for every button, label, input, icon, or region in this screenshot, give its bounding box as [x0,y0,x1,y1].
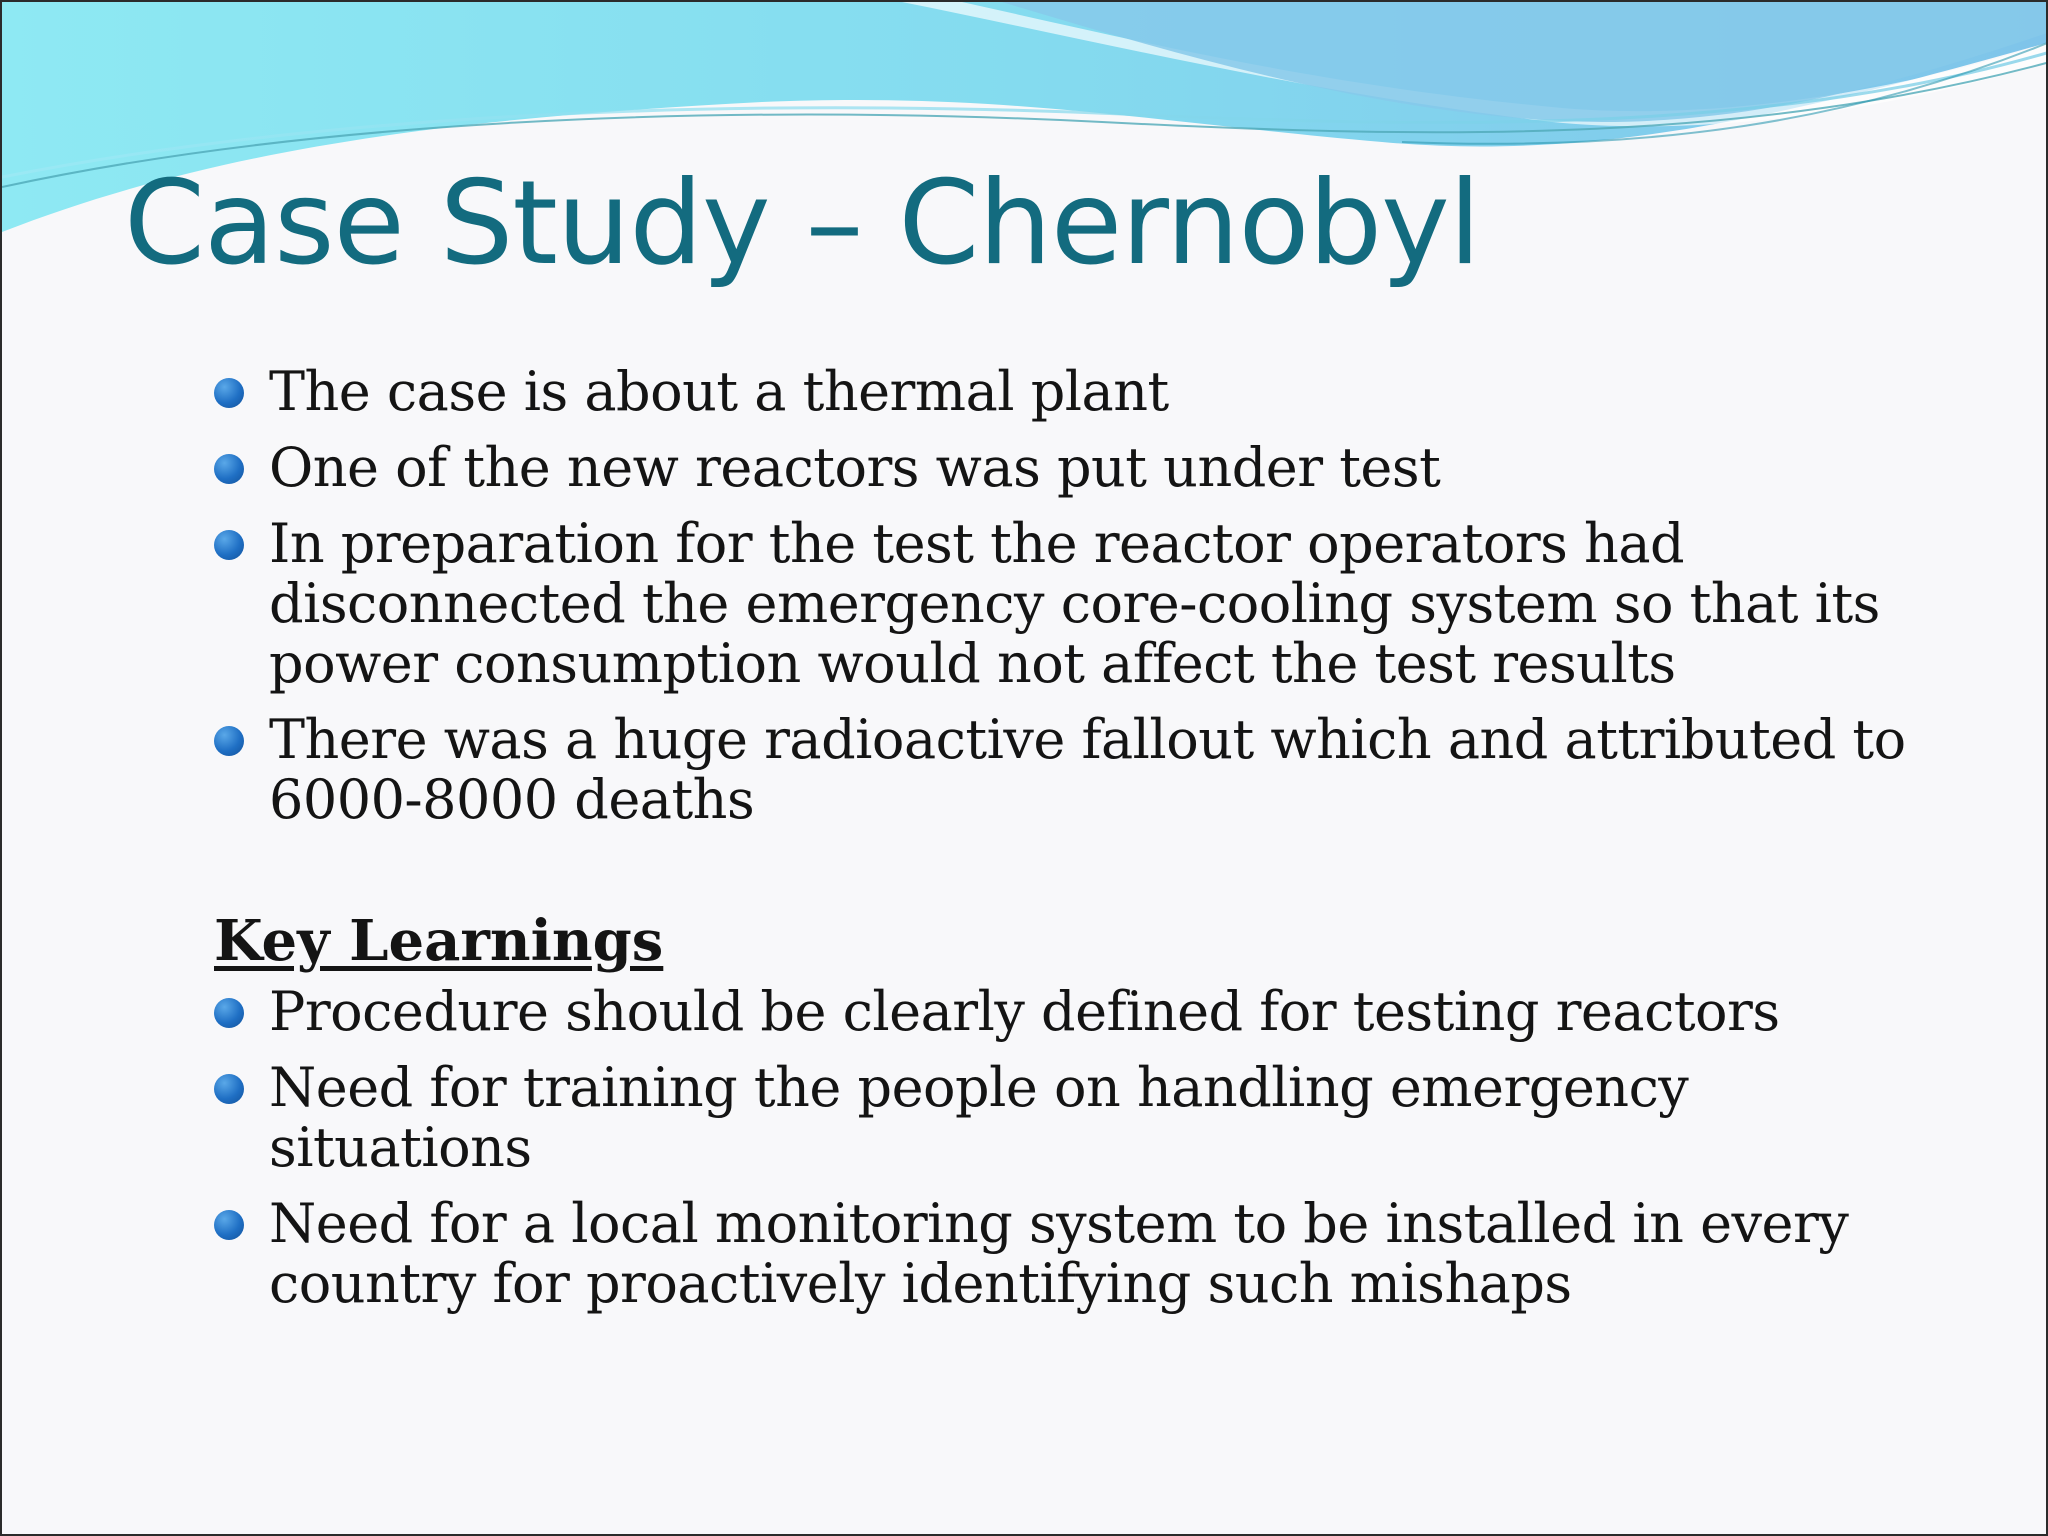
bullet-dot-icon [214,530,244,560]
list-item [214,514,1934,694]
bullet-dot-icon [214,1074,244,1104]
slide-title: Case Study – Chernobyl [124,156,1480,291]
learnings-bullet-list [214,982,1934,1314]
list-item [214,1194,1934,1314]
list-item [214,982,1934,1042]
bullet-dot-icon [214,454,244,484]
learning-text: Need for training the people on handling emergency situations [269,1056,1689,1179]
bullet-dot-icon [214,1210,244,1240]
list-item [214,362,1934,422]
key-learnings-heading: Key Learnings [214,908,664,974]
case-bullet-list [214,362,1934,830]
bullet-dot-icon [214,998,244,1028]
list-item [214,710,1934,830]
list-item [214,438,1934,498]
learning-text: Procedure should be clearly defined for testing reactors [269,980,1780,1043]
learning-text: Need for a local monitoring system to be installed in every country for proactively identifying such mishaps [269,1192,1849,1315]
bullet-text: There was a huge radioactive fallout which and attributed to 6000-8000 deaths [269,708,1906,831]
bullet-text: One of the new reactors was put under test [269,436,1441,499]
slide-body [214,362,1934,1330]
list-item [214,1058,1934,1178]
bullet-text: The case is about a thermal plant [269,360,1169,423]
bullet-dot-icon [214,378,244,408]
bullet-dot-icon [214,726,244,756]
bullet-text: In preparation for the test the reactor operators had disconnected the emergency core-cooling system so that its power consumption would not affect the test results [269,512,1880,695]
